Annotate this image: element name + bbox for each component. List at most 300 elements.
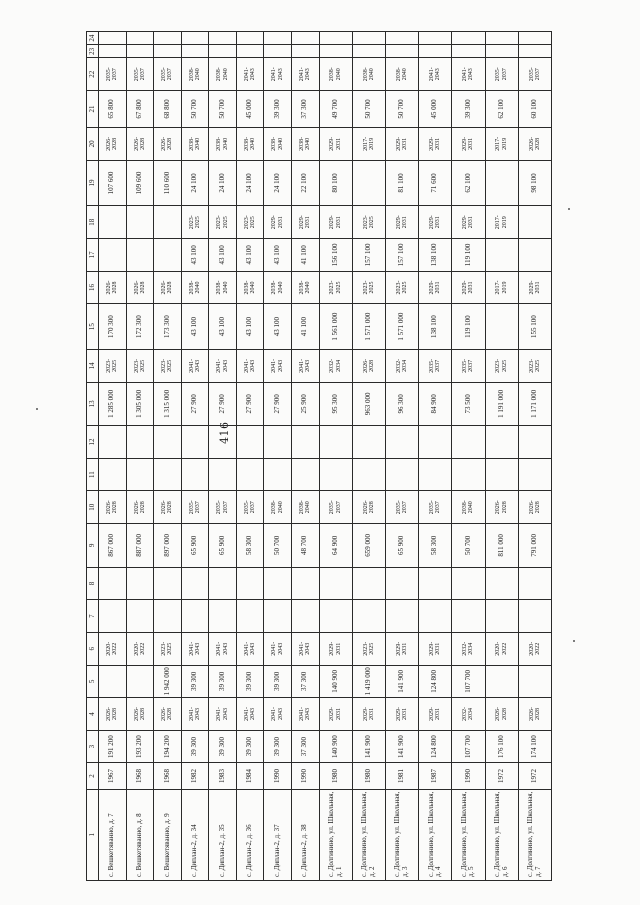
table-cell: 2029- 2031: [452, 271, 485, 304]
table-cell: 2026- 2028: [154, 128, 182, 161]
table-cell: 2038- 2040: [385, 58, 418, 91]
table-cell: 2017- 2019: [352, 128, 385, 161]
table-row: [209, 32, 237, 881]
table-cell: 2041- 2043: [209, 698, 237, 731]
table-cell: [154, 239, 182, 272]
table-cell: [209, 600, 237, 633]
column-number: 17: [87, 239, 99, 272]
table-cell: [126, 206, 154, 239]
table-cell: [485, 304, 518, 350]
table-cell: [518, 567, 551, 600]
table-cell: [99, 426, 127, 459]
table-cell: [319, 32, 352, 45]
table-cell: 2035- 2037: [452, 350, 485, 383]
table-row: [485, 32, 518, 881]
table-cell: [385, 567, 418, 600]
table-cell: 43 100: [181, 239, 209, 272]
table-cell: 2029- 2031: [385, 632, 418, 665]
table-cell: 170 300: [99, 304, 127, 350]
table-cell: 2029- 2031: [319, 128, 352, 161]
table-cell: 2038- 2040: [352, 58, 385, 91]
table-cell: 2026- 2028: [99, 698, 127, 731]
scan-speck: [36, 408, 38, 410]
column-number: 21: [87, 91, 99, 128]
table-cell: 2041- 2043: [209, 632, 237, 665]
table-cell: 2041- 2043: [291, 698, 319, 731]
table-cell: [291, 567, 319, 600]
table-cell: 2029- 2031: [352, 698, 385, 731]
table-cell: [99, 458, 127, 491]
table-cell: 22 100: [291, 160, 319, 206]
table-cell: 2029- 2031: [264, 206, 292, 239]
table-cell: 43 100: [264, 304, 292, 350]
address-cell: с. Долгинино, ул. Школьная, д. 6: [485, 789, 518, 880]
table-cell: [264, 426, 292, 459]
table-cell: 37 300: [291, 91, 319, 128]
table-cell: 138 100: [419, 239, 452, 272]
table-cell: [291, 45, 319, 58]
table-cell: 80 100: [319, 160, 352, 206]
table-cell: [181, 426, 209, 459]
table-cell: 2041- 2043: [291, 350, 319, 383]
table-cell: [126, 32, 154, 45]
table-cell: 2035- 2037: [154, 58, 182, 91]
table-cell: 2038- 2040: [209, 128, 237, 161]
table-cell: 1990: [291, 763, 319, 789]
table-cell: 2023- 2025: [352, 206, 385, 239]
table-cell: [518, 45, 551, 58]
table-cell: 43 100: [209, 304, 237, 350]
table-cell: 45 000: [419, 91, 452, 128]
table-cell: [154, 45, 182, 58]
table-cell: 2029- 2031: [319, 632, 352, 665]
table-cell: [126, 600, 154, 633]
table-cell: 2041- 2043: [264, 350, 292, 383]
table-cell: 2038- 2040: [181, 128, 209, 161]
table-cell: 2029- 2031: [385, 698, 418, 731]
table-cell: 2026- 2028: [485, 491, 518, 524]
table-cell: 2017- 2019: [485, 206, 518, 239]
table-cell: 2035- 2037: [419, 350, 452, 383]
table-cell: 176 100: [485, 730, 518, 763]
table-cell: 1987: [419, 763, 452, 789]
table-cell: [154, 426, 182, 459]
table-cell: [99, 239, 127, 272]
table-cell: 2038- 2040: [264, 271, 292, 304]
table-cell: [352, 45, 385, 58]
table-cell: 73 500: [452, 382, 485, 426]
address-cell: с. Вешкетяванно, д. 9: [154, 789, 182, 880]
table-cell: 2035- 2037: [209, 491, 237, 524]
table-cell: 140 900: [319, 665, 352, 698]
table-cell: 24 100: [236, 160, 264, 206]
table-cell: [385, 426, 418, 459]
column-number: 18: [87, 206, 99, 239]
table-cell: 2029- 2031: [452, 128, 485, 161]
table-cell: 2035- 2037: [518, 58, 551, 91]
table-cell: 48 700: [291, 524, 319, 568]
table-cell: 2029- 2031: [419, 271, 452, 304]
table-cell: [126, 567, 154, 600]
table-cell: [264, 567, 292, 600]
table-cell: 963 000: [352, 382, 385, 426]
table-cell: 2023- 2025: [181, 206, 209, 239]
address-cell: с. Диплан-2, д. 36: [236, 789, 264, 880]
table-cell: 50 700: [385, 91, 418, 128]
table-row: [518, 32, 551, 881]
table-cell: 2017- 2019: [485, 128, 518, 161]
table-cell: 2038- 2040: [452, 491, 485, 524]
table-cell: 2023- 2025: [319, 271, 352, 304]
table-cell: 39 300: [264, 730, 292, 763]
table-cell: [209, 32, 237, 45]
table-cell: 43 100: [209, 239, 237, 272]
table-cell: 2035- 2037: [99, 58, 127, 91]
table-cell: [209, 45, 237, 58]
table-cell: 140 900: [319, 730, 352, 763]
column-number: 20: [87, 128, 99, 161]
table-cell: 65 800: [99, 91, 127, 128]
address-cell: с. Долгинино, ул. Школьная, д. 5: [452, 789, 485, 880]
table-cell: 124 800: [419, 665, 452, 698]
table-cell: 62 100: [452, 160, 485, 206]
table-cell: 2041- 2043: [264, 698, 292, 731]
table-cell: 25 900: [291, 382, 319, 426]
table-cell: 2020- 2022: [518, 632, 551, 665]
table-cell: 71 600: [419, 160, 452, 206]
column-number: 12: [87, 426, 99, 459]
table-cell: 50 700: [209, 91, 237, 128]
column-number: 15: [87, 304, 99, 350]
table-cell: [319, 45, 352, 58]
table-cell: 2041- 2043: [291, 632, 319, 665]
table-cell: [485, 458, 518, 491]
table-cell: [385, 600, 418, 633]
table-cell: 2029- 2031: [419, 698, 452, 731]
table-cell: 2023- 2025: [154, 632, 182, 665]
table-cell: [209, 567, 237, 600]
table-cell: [452, 45, 485, 58]
table-cell: 1 315 000: [154, 382, 182, 426]
table-cell: 37 300: [291, 665, 319, 698]
table-cell: 2041- 2043: [181, 350, 209, 383]
table-cell: [99, 600, 127, 633]
table-cell: [352, 426, 385, 459]
table-cell: [264, 600, 292, 633]
table-cell: [518, 458, 551, 491]
table-cell: 2041- 2043: [264, 58, 292, 91]
table-cell: [181, 567, 209, 600]
table-cell: 2029- 2031: [385, 206, 418, 239]
address-cell: с. Долгинино, ул. Школьная, д. 2: [352, 789, 385, 880]
table-cell: 2038- 2040: [209, 271, 237, 304]
column-number: 13: [87, 382, 99, 426]
table-cell: [181, 600, 209, 633]
table-cell: 2026- 2028: [99, 491, 127, 524]
table-cell: 1 561 000: [319, 304, 352, 350]
address-cell: с. Диплан-2, д. 35: [209, 789, 237, 880]
column-number: 4: [87, 698, 99, 731]
table-cell: 1 191 000: [485, 382, 518, 426]
table-cell: [126, 45, 154, 58]
table-cell: [419, 32, 452, 45]
table-cell: [385, 458, 418, 491]
table-cell: 2038- 2040: [319, 58, 352, 91]
table-cell: 2035- 2037: [419, 491, 452, 524]
table-cell: [485, 665, 518, 698]
table-cell: 50 700: [264, 524, 292, 568]
table-cell: 1980: [319, 763, 352, 789]
table-cell: [264, 32, 292, 45]
table-cell: [319, 567, 352, 600]
table-row: [99, 32, 127, 881]
table-cell: [99, 32, 127, 45]
table-cell: 2041- 2043: [452, 58, 485, 91]
table-cell: 107 700: [452, 665, 485, 698]
table-cell: 27 900: [264, 382, 292, 426]
table-cell: 2023- 2025: [154, 350, 182, 383]
table-cell: [518, 665, 551, 698]
table-cell: [154, 600, 182, 633]
table-cell: 64 900: [319, 524, 352, 568]
table-cell: 58 300: [419, 524, 452, 568]
table-cell: [181, 45, 209, 58]
table-cell: 2038- 2040: [264, 128, 292, 161]
table-cell: 124 800: [419, 730, 452, 763]
repair-schedule-table: [86, 31, 552, 881]
table-cell: 2023- 2025: [209, 206, 237, 239]
column-number: 1: [87, 789, 99, 880]
table-cell: [154, 458, 182, 491]
table-cell: 50 700: [352, 91, 385, 128]
table-cell: 2023- 2025: [99, 350, 127, 383]
table-cell: 141 900: [385, 665, 418, 698]
table-cell: 2029- 2031: [419, 632, 452, 665]
column-number: 11: [87, 458, 99, 491]
column-number: 6: [87, 632, 99, 665]
table-cell: 107 600: [99, 160, 127, 206]
table-cell: 2026- 2028: [518, 698, 551, 731]
table-cell: 39 300: [209, 730, 237, 763]
table-cell: 1 285 000: [99, 382, 127, 426]
table-cell: 65 900: [385, 524, 418, 568]
table-cell: [485, 160, 518, 206]
table-cell: 119 100: [452, 304, 485, 350]
table-cell: 2029- 2031: [518, 271, 551, 304]
table-cell: [181, 458, 209, 491]
table-cell: [385, 32, 418, 45]
column-number: 23: [87, 45, 99, 58]
table-cell: 43 100: [264, 239, 292, 272]
scan-speck: [568, 208, 570, 210]
table-row: [319, 32, 352, 881]
table-cell: 2029- 2031: [452, 206, 485, 239]
table-cell: 50 700: [181, 91, 209, 128]
table-cell: 39 300: [236, 665, 264, 698]
table-cell: 2026- 2028: [485, 698, 518, 731]
table-cell: 2041- 2043: [236, 350, 264, 383]
table-cell: 659 000: [352, 524, 385, 568]
table-cell: 1 571 000: [385, 304, 418, 350]
table-row: [291, 32, 319, 881]
table-cell: [99, 45, 127, 58]
table-cell: 2026- 2028: [126, 698, 154, 731]
table-cell: 1 305 000: [126, 382, 154, 426]
table-cell: [181, 32, 209, 45]
table-cell: 791 000: [518, 524, 551, 568]
table-cell: 2038- 2040: [264, 491, 292, 524]
table-cell: [352, 458, 385, 491]
table-cell: 173 300: [154, 304, 182, 350]
column-number: 2: [87, 763, 99, 789]
table-cell: 157 100: [352, 239, 385, 272]
table-cell: 157 100: [385, 239, 418, 272]
table-cell: [419, 45, 452, 58]
table-cell: [419, 426, 452, 459]
table-cell: 1980: [352, 763, 385, 789]
table-cell: 2029- 2031: [385, 128, 418, 161]
table-cell: [352, 160, 385, 206]
table-cell: 2038- 2040: [236, 128, 264, 161]
table-cell: 2032- 2034: [452, 698, 485, 731]
table-cell: [209, 426, 237, 459]
page-number: 416: [218, 421, 231, 444]
table-cell: 24 100: [264, 160, 292, 206]
table-cell: [419, 600, 452, 633]
table-cell: [518, 32, 551, 45]
address-cell: с. Вешкетяванно, д. 7: [99, 789, 127, 880]
table-cell: 39 300: [181, 730, 209, 763]
table-cell: 2020- 2022: [485, 632, 518, 665]
table-cell: 98 100: [518, 160, 551, 206]
table-cell: 1982: [181, 763, 209, 789]
address-cell: с. Долгинино, ул. Школьная, д. 4: [419, 789, 452, 880]
table-cell: 24 100: [209, 160, 237, 206]
table-cell: 50 700: [452, 524, 485, 568]
address-cell: с. Диплан-2, д. 34: [181, 789, 209, 880]
column-number: 5: [87, 665, 99, 698]
table-cell: 1981: [385, 763, 418, 789]
table-cell: 27 900: [236, 382, 264, 426]
table-cell: 811 000: [485, 524, 518, 568]
table-cell: [126, 458, 154, 491]
table-cell: [126, 239, 154, 272]
table-cell: 2035- 2037: [236, 491, 264, 524]
table-cell: [452, 567, 485, 600]
table-cell: 2041- 2043: [419, 58, 452, 91]
table-cell: [352, 600, 385, 633]
column-number: 10: [87, 491, 99, 524]
table-cell: 2038- 2040: [181, 58, 209, 91]
scan-speck: [573, 640, 575, 642]
table-cell: 2026- 2028: [126, 128, 154, 161]
address-cell: с. Долгинино, ул. Школьная, д. 1: [319, 789, 352, 880]
table-cell: [452, 458, 485, 491]
table-cell: 2023- 2025: [126, 350, 154, 383]
table-cell: 2041- 2043: [236, 698, 264, 731]
table-row: [385, 32, 418, 881]
table-cell: 2035- 2037: [181, 491, 209, 524]
table-cell: [485, 32, 518, 45]
table-cell: 2026- 2028: [154, 698, 182, 731]
table-cell: 1 171 000: [518, 382, 551, 426]
table-cell: 67 800: [126, 91, 154, 128]
table-cell: 110 600: [154, 160, 182, 206]
table-cell: 2035- 2037: [319, 491, 352, 524]
table-cell: 2026- 2028: [154, 491, 182, 524]
table-cell: 2026- 2028: [518, 128, 551, 161]
column-number: 14: [87, 350, 99, 383]
table-cell: [452, 32, 485, 45]
table-cell: 1968: [126, 763, 154, 789]
table-cell: 24 100: [181, 160, 209, 206]
table-cell: 193 200: [126, 730, 154, 763]
table-cell: 174 100: [518, 730, 551, 763]
table-cell: 2035- 2037: [126, 58, 154, 91]
table-cell: 1972: [518, 763, 551, 789]
table-cell: [319, 458, 352, 491]
table-cell: 2038- 2040: [291, 271, 319, 304]
table-cell: [291, 32, 319, 45]
table-cell: 141 900: [385, 730, 418, 763]
table-cell: 1972: [485, 763, 518, 789]
table-cell: 2038- 2040: [209, 58, 237, 91]
table-cell: [419, 567, 452, 600]
table-cell: 141 900: [352, 730, 385, 763]
column-number: 3: [87, 730, 99, 763]
table-cell: 2041- 2043: [291, 58, 319, 91]
table-cell: 2026- 2028: [99, 128, 127, 161]
table-cell: 867 000: [99, 524, 127, 568]
table-cell: [126, 426, 154, 459]
table-cell: [518, 206, 551, 239]
table-cell: 2023- 2025: [352, 271, 385, 304]
table-cell: [126, 665, 154, 698]
table-cell: [291, 600, 319, 633]
table-cell: 2032- 2034: [319, 350, 352, 383]
table-cell: [99, 665, 127, 698]
table-cell: [419, 458, 452, 491]
table-cell: 1990: [264, 763, 292, 789]
table-cell: 2026- 2028: [518, 491, 551, 524]
table-cell: 41 100: [291, 239, 319, 272]
table-cell: [518, 426, 551, 459]
table-cell: 43 100: [236, 239, 264, 272]
table-row: [419, 32, 452, 881]
table-cell: [319, 600, 352, 633]
table-container: [86, 31, 552, 881]
table-cell: 84 900: [419, 382, 452, 426]
table-cell: [236, 567, 264, 600]
table-cell: 68 800: [154, 91, 182, 128]
table-cell: 1 942 000: [154, 665, 182, 698]
table-cell: 2029- 2031: [319, 206, 352, 239]
table-row: [352, 32, 385, 881]
table-cell: [352, 567, 385, 600]
table-cell: 1990: [452, 763, 485, 789]
table-row: [126, 32, 154, 881]
table-cell: 1 419 000: [352, 665, 385, 698]
table-cell: [264, 45, 292, 58]
table-cell: 138 100: [419, 304, 452, 350]
table-cell: [154, 206, 182, 239]
table-cell: [99, 567, 127, 600]
table-cell: 2035- 2037: [485, 58, 518, 91]
address-cell: с. Диплан-2, д. 38: [291, 789, 319, 880]
table-cell: [236, 45, 264, 58]
table-cell: 2023- 2025: [352, 632, 385, 665]
table-cell: 107 700: [452, 730, 485, 763]
